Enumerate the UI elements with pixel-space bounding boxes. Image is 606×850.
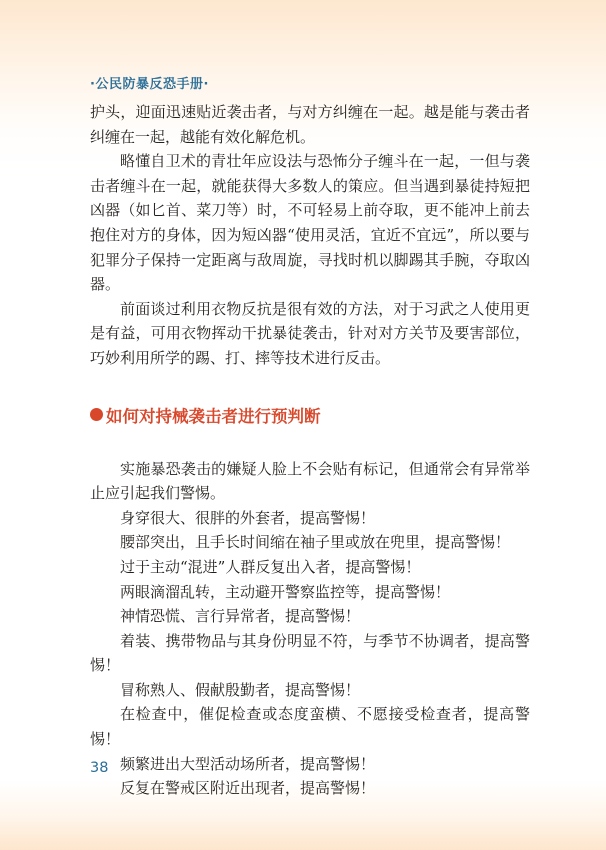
warning-item: 反复在警戒区附近出现者，提高警惕！ [120, 779, 376, 798]
red-circle-bullet-icon [90, 408, 103, 421]
section-heading [90, 403, 530, 427]
warning-item: 频繁进出大型活动场所者，提高警惕！ [120, 754, 376, 773]
running-header: ·公民防暴反恐手册· [90, 77, 209, 92]
warning-item: 着装、携带物品与其身份明显不符，与季节不协调者，提高警惕！ [90, 631, 530, 675]
body-paragraph: 略懂自卫术的青壮年应设法与恐怖分子缠斗在一起，一但与袭击者缠斗在一起，就能获得大多数人的策应。但当遇到暴徒持短把凶器（如匕首、菜刀等）时，不可轻易上前夺取，更不能冲上前去抱住对方的身体，因为短凶器“使用灵活，宜近不宜远”，所以要与犯罪分子保持一定距离与敌周旋，寻找时机以脚踢其手腕，夺取凶器。 [90, 152, 530, 294]
warning-item: 冒称熟人、假献殷勤者，提高警惕！ [120, 680, 361, 699]
warning-item: 身穿很大、很胖的外套者，提高警惕！ [120, 508, 376, 527]
page-number: 38 [90, 760, 109, 776]
warning-item: 神情恐慌、言行异常者，提高警惕！ [120, 607, 361, 626]
body-paragraph: 前面谈过利用衣物反抗是很有效的方法，对于习武之人使用更是有益，可用衣物挥动干扰暴徒袭击，针对对方关节及要害部位，巧妙利用所学的踢、打、摔等技术进行反击。 [90, 299, 530, 367]
section-intro: 实施暴恐袭击的嫌疑人脸上不会贴有标记，但通常会有异常举止应引起我们警惕。 [90, 459, 530, 503]
warning-item: 在检查中，催促检查或态度蛮横、不愿接受检查者，提高警惕！ [90, 705, 530, 749]
warning-item: 过于主动“混进”人群反复出入者，提高警惕！ [120, 557, 421, 576]
body-paragraph: 护头，迎面迅速贴近袭击者，与对方纠缠在一起。越是能与袭击者纠缠在一起，越能有效化解危机。 [90, 103, 530, 146]
section-heading-text: 如何对持械袭击者进行预判断 [106, 406, 321, 426]
warning-item: 两眼滴溜乱转，主动避开警察监控等，提高警惕！ [120, 582, 451, 601]
page-body [90, 100, 530, 801]
warning-item: 腰部突出，且手长时间缩在袖子里或放在兜里，提高警惕！ [120, 533, 511, 552]
